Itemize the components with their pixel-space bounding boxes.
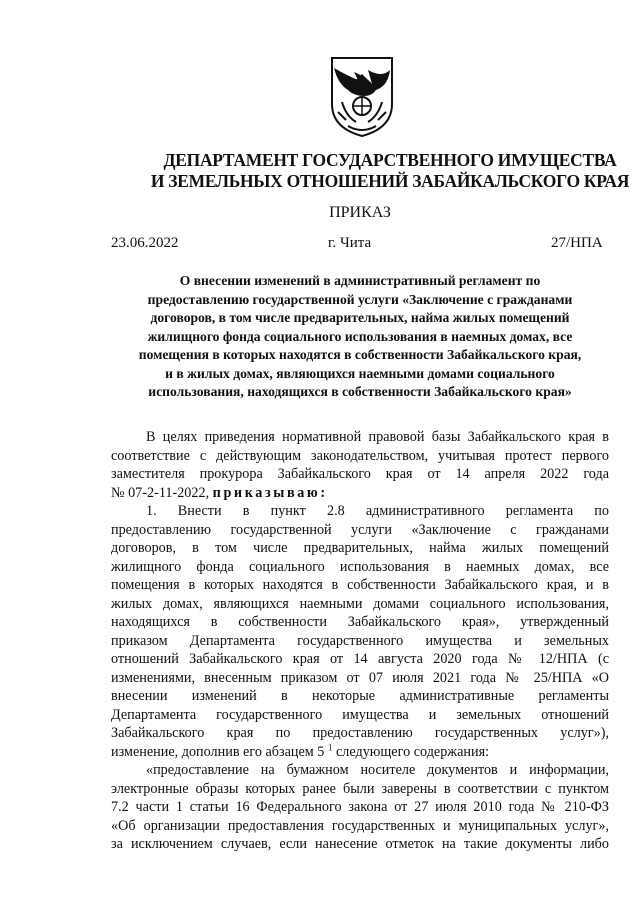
body-text-line: изменениями, внесенным приказом от 07 июля 2021 года № 25/НПА «О bbox=[111, 669, 609, 686]
department-name-line-2: И ЗЕМЕЛЬНЫХ ОТНОШЕНИЙ ЗАБАЙКАЛЬСКОГО КРАЯ bbox=[150, 171, 630, 191]
amendment-text-end: следующего содержания: bbox=[332, 743, 490, 760]
body-text-line: жилищного фонда социального использования в наемных домах, все bbox=[111, 558, 609, 575]
amendment-text: изменение, дополнив его абзацем 5 bbox=[111, 743, 325, 760]
order-title-line: договоров, в том числе предварительных, найма жилых помещений bbox=[150, 310, 570, 325]
body-text-line: приказом Департамента государственного имущества и земельных bbox=[111, 632, 609, 649]
body-text-line: «предоставление на бумажном носителе документов и информации, bbox=[146, 762, 609, 778]
body-text-line bbox=[111, 743, 609, 762]
body-text-line bbox=[111, 484, 609, 503]
body-text-line: находящихся в собственности Забайкальского края», утвержденный bbox=[111, 614, 609, 630]
body-text-line: «Об организации предоставления государственных и муниципальных услуг», bbox=[111, 817, 609, 834]
department-name-line-1: ДЕПАРТАМЕНТ ГОСУДАРСТВЕННОГО ИМУЩЕСТВА bbox=[163, 150, 617, 170]
body-text-line: Забайкальского края по предоставлению государственных услуг»), bbox=[111, 725, 609, 741]
order-number: 27/НПА bbox=[551, 235, 603, 251]
body-text-line: отношений Забайкальского края от 14 августа 2020 года № 12/НПА (с bbox=[111, 651, 609, 667]
order-title-line: использования, находящихся в собственности Забайкальского края» bbox=[148, 384, 572, 399]
body-text-line: помещения в которых находятся в собственности Забайкальского края, и в bbox=[111, 577, 609, 593]
body-text-line: предоставлению государственной услуги «Заключение с гражданами bbox=[111, 521, 609, 538]
body-text-line: жилых домах, являющихся наемными домами социального использования, bbox=[111, 595, 609, 612]
order-title-line: жилищного фонда социального использования в наемных домах, все bbox=[147, 328, 573, 344]
body-text-line: договоров, в том числе предварительных, найма жилых помещений bbox=[111, 540, 609, 556]
paragraph-superscript: 1 bbox=[327, 741, 333, 752]
order-city: г. Чита bbox=[328, 235, 372, 251]
order-word: приказываю: bbox=[212, 484, 328, 501]
body-text-line: внесении изменений в некоторые административные регламенты bbox=[111, 688, 609, 704]
body-text-line: соответствие с действующим законодательством, учитывая протест первого bbox=[111, 447, 609, 464]
coat-of-arms-icon bbox=[328, 56, 396, 138]
protest-number: № 07-2-11-2022, bbox=[111, 484, 210, 501]
order-title-line: предоставлению государственной услуги «Заключение с гражданами bbox=[147, 291, 573, 307]
body-text-line: 7.2 части 1 статьи 16 Федерального закона от 27 июля 2010 года № 210-ФЗ bbox=[111, 799, 609, 815]
body-text-line: В целях приведения нормативной правовой базы Забайкальского края в bbox=[146, 429, 609, 445]
body-text-line: заместителя прокурора Забайкальского края от 14 апреля 2022 года bbox=[111, 466, 609, 482]
order-title-line: и в жилых домах, являющихся наемными домами социального bbox=[165, 365, 555, 381]
body-text-line: за исключением случаев, если нанесение отметок на такие документы либо bbox=[111, 836, 609, 852]
order-title-line: О внесении изменений в административный регламент по bbox=[179, 273, 541, 288]
body-text-line: 1. Внести в пункт 2.8 административного регламента по bbox=[146, 503, 609, 519]
order-date: 23.06.2022 bbox=[111, 235, 179, 251]
order-title-line: помещения в которых находятся в собственности Забайкальского края, bbox=[138, 347, 582, 362]
body-text-line: Департамента государственного имущества и земельных отношений bbox=[111, 706, 609, 723]
document-type: ПРИКАЗ bbox=[329, 204, 391, 221]
body-text-line: электронные образы которых ранее были заверены в соответствии с пунктом bbox=[111, 780, 609, 797]
